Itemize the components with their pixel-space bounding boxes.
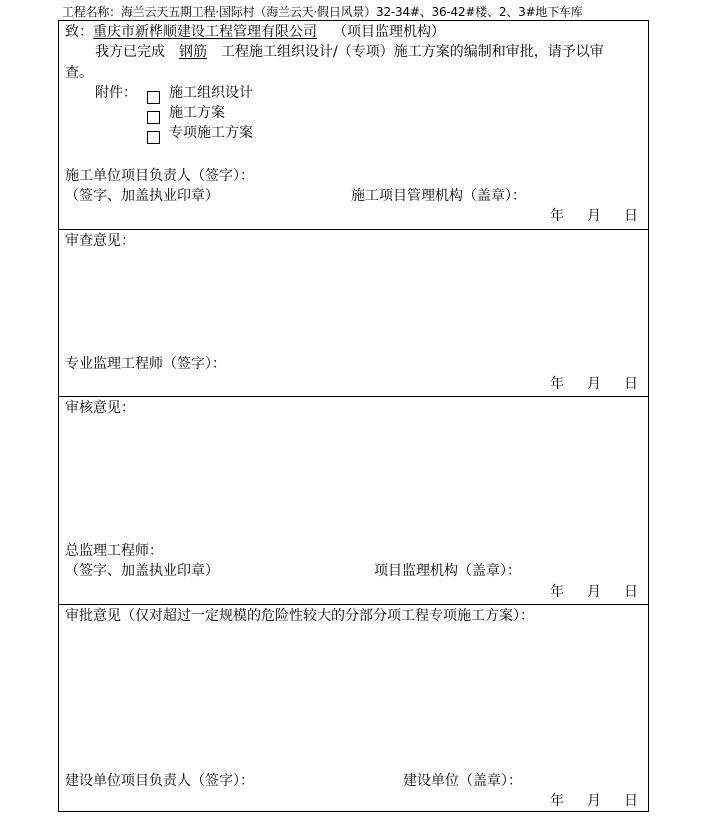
review-section [59,229,648,397]
approval-title: 审批意见（仅对超过一定规模的危险性较大的分部分项工程专项施工方案）： [65,608,534,624]
date-year: 年 [550,376,564,392]
statement-continuation: 查。 [65,65,93,81]
date-day: 日 [624,376,638,392]
attachment-checkbox-org-design[interactable] [147,91,160,104]
date-day: 日 [624,793,638,809]
statement-suffix: 工程施工组织设计/（专项）施工方案的编制和审批，请予以审 [221,44,604,60]
construction-plan-approval-form [58,20,649,812]
date-day: 日 [624,584,638,600]
submission-section [59,21,648,230]
date-month: 月 [587,376,601,392]
contractor-date [550,207,661,225]
contractor-org-seal-label: 施工项目管理机构（盖章）： [351,188,526,204]
date-day: 日 [624,208,638,224]
approval-section [59,604,648,811]
project-name-header: 工程名称：海兰云天五期工程·国际村（海兰云天·假日风景）32-34#、36-42#楼、2、3#地下车库 [62,5,583,19]
date-month: 月 [587,208,601,224]
review-title: 审查意见： [65,233,135,249]
audit-section [59,396,648,605]
attachment-org-design-label: 施工组织设计 [169,85,253,101]
date-year: 年 [550,208,564,224]
attachment-checkbox-special-plan[interactable] [147,131,160,144]
owner-signature-label: 建设单位项目负责人（签字）： [65,773,254,789]
review-date [550,375,661,393]
contractor-signature-label: 施工单位项目负责人（签字）： [65,168,254,184]
attachment-special-plan-label: 专项施工方案 [169,125,253,141]
recipient-line [65,23,445,41]
audit-title: 审核意见： [65,400,135,416]
supervision-org-seal-label: 项目监理机构（盖章）： [374,563,521,579]
attachment-checkbox-plan[interactable] [147,111,160,124]
statement-subject: 钢筋 [179,44,207,60]
approval-date [550,792,661,810]
date-month: 月 [587,584,601,600]
date-year: 年 [550,584,564,600]
statement-line [95,43,604,61]
contractor-seal-note: （签字、加盖执业印章） [65,188,219,204]
date-month: 月 [587,793,601,809]
audit-date [550,583,661,601]
supervisor-engineer-signature-label: 专业监理工程师（签字）： [65,356,226,372]
attachment-plan-label: 施工方案 [169,105,225,121]
statement-prefix: 我方已完成 [95,44,165,60]
owner-org-seal-label: 建设单位（盖章）： [403,773,522,789]
date-year: 年 [550,793,564,809]
chief-supervisor-label: 总监理工程师： [65,543,163,559]
attachment-label: 附件： [95,85,137,101]
recipient-prefix: 致： [65,24,93,40]
recipient-suffix: （项目监理机构） [333,24,445,40]
chief-supervisor-seal-note: （签字、加盖执业印章） [65,563,219,579]
recipient-unit: 重庆市新桦顺建设工程管理有限公司 [93,24,317,40]
